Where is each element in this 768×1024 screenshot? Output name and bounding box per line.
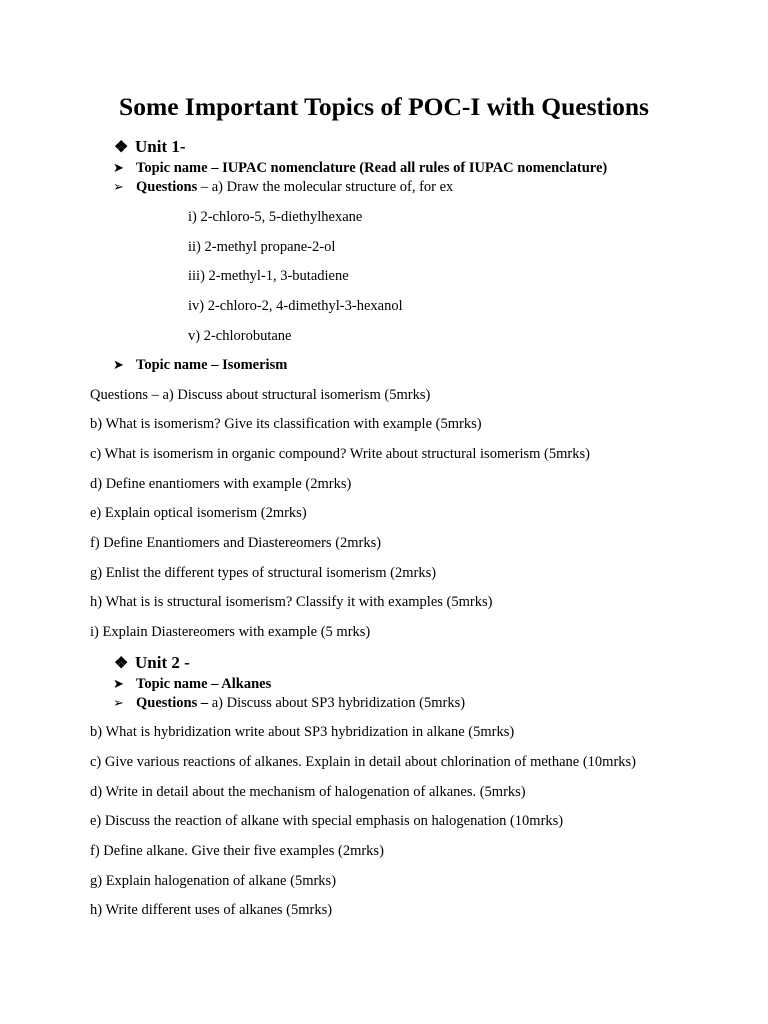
- question-item: c) Give various reactions of alkanes. Explain in detail about chlorination of methane (10mrks): [90, 754, 636, 770]
- question-item: b) What is isomerism? Give its classification with example (5mrks): [90, 416, 482, 432]
- page-title: Some Important Topics of POC-I with Questions: [119, 92, 649, 121]
- question-item: e) Explain optical isomerism (2mrks): [90, 505, 307, 521]
- question-item: h) What is is structural isomerism? Classify it with examples (5mrks): [90, 594, 493, 610]
- unit-2-heading: [114, 653, 190, 673]
- question-item: i) Explain Diastereomers with example (5 mrks): [90, 624, 371, 640]
- unit-2-label: Unit 2 -: [135, 653, 190, 672]
- structure-item: v) 2-chlorobutane: [188, 328, 292, 344]
- topic-isomerism: [113, 357, 287, 374]
- questions-alkanes: [113, 695, 465, 712]
- structure-item: iii) 2-methyl-1, 3-butadiene: [188, 268, 349, 284]
- unit-1-label: Unit 1-: [135, 137, 186, 156]
- topic-alkanes: [113, 676, 271, 693]
- questions-label: Questions –: [136, 695, 209, 711]
- arrowhead-bullet-icon: ➤: [113, 357, 124, 372]
- question-item: g) Enlist the different types of structural isomerism (2mrks): [90, 565, 437, 581]
- topic-alkanes-label: Topic name – Alkanes: [136, 676, 272, 692]
- question-item: g) Explain halogenation of alkane (5mrks): [90, 873, 337, 889]
- diamond-bullet-icon: ❖: [114, 655, 129, 672]
- arrowhead-bullet-icon: ➢: [113, 695, 124, 710]
- question-item: e) Discuss the reaction of alkane with special emphasis on halogenation (10mrks): [90, 813, 564, 829]
- questions-text: – a) Draw the molecular structure of, for ex: [197, 179, 454, 195]
- question-item: c) What is isomerism in organic compound? Write about structural isomerism (5mrks): [90, 446, 590, 462]
- topic-isomerism-label: Topic name – Isomerism: [136, 357, 288, 373]
- arrowhead-bullet-icon: ➢: [113, 179, 124, 194]
- question-item: Questions – a) Discuss about structural isomerism (5mrks): [90, 387, 431, 403]
- question-item: f) Define alkane. Give their five examples (2mrks): [90, 843, 384, 859]
- question-item: d) Write in detail about the mechanism of halogenation of alkanes. (5mrks): [90, 784, 526, 800]
- question-item: b) What is hybridization write about SP3 hybridization in alkane (5mrks): [90, 724, 515, 740]
- topic-iupac: [113, 160, 607, 177]
- questions-label: Questions: [136, 179, 198, 195]
- arrowhead-bullet-icon: ➤: [113, 160, 124, 175]
- question-item: d) Define enantiomers with example (2mrks): [90, 476, 352, 492]
- questions-iupac: [113, 179, 453, 196]
- question-item: f) Define Enantiomers and Diastereomers (2mrks): [90, 535, 382, 551]
- diamond-bullet-icon: ❖: [114, 139, 129, 156]
- arrowhead-bullet-icon: ➤: [113, 676, 124, 691]
- structure-item: ii) 2-methyl propane-2-ol: [188, 239, 336, 255]
- unit-1-heading: [114, 137, 186, 157]
- questions-text: a) Discuss about SP3 hybridization (5mrks): [208, 695, 466, 711]
- question-item: h) Write different uses of alkanes (5mrks): [90, 902, 333, 918]
- topic-iupac-label: Topic name – IUPAC nomenclature (Read all rules of IUPAC nomenclature): [136, 160, 608, 176]
- structure-item: iv) 2-chloro-2, 4-dimethyl-3-hexanol: [188, 298, 403, 314]
- structure-item: i) 2-chloro-5, 5-diethylhexane: [188, 209, 363, 225]
